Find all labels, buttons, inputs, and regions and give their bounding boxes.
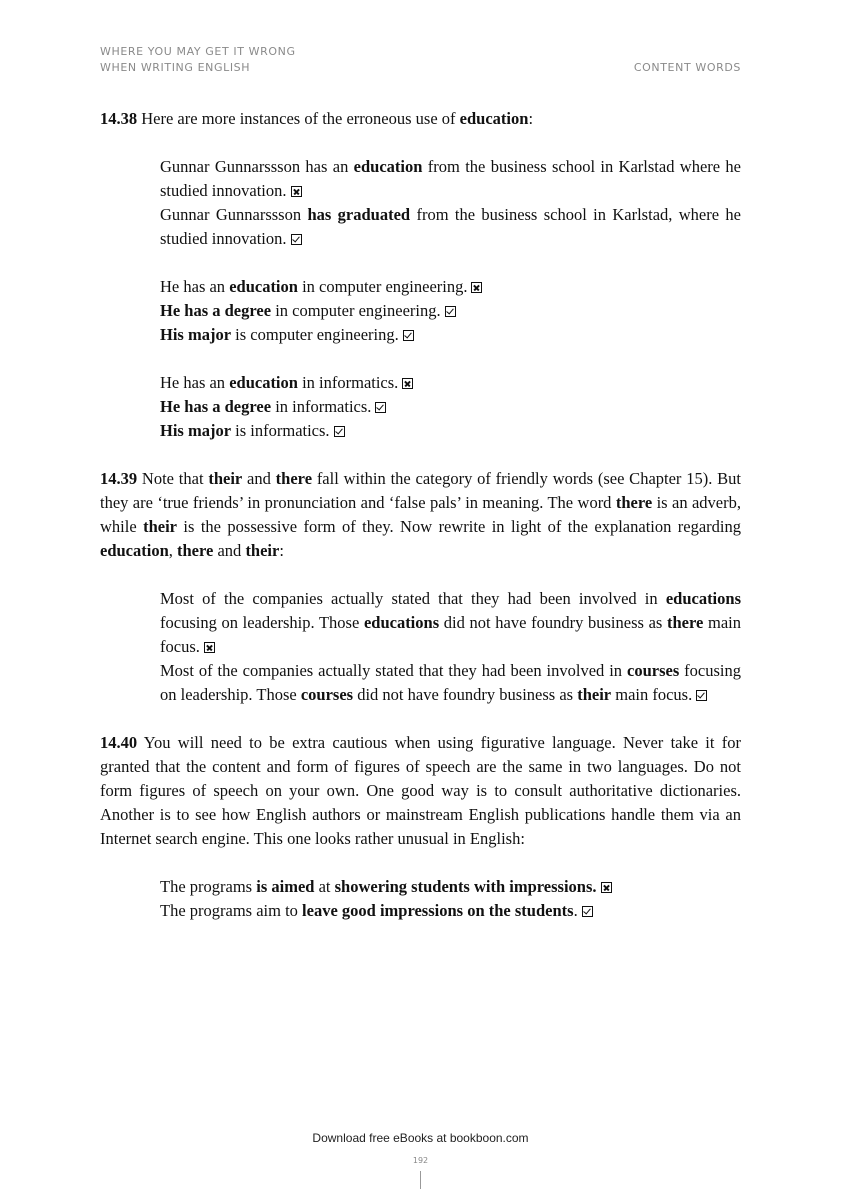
example-correct <box>160 203 741 251</box>
check-box-icon <box>696 690 707 701</box>
example-correct <box>160 899 741 923</box>
bold-term: educations <box>665 589 741 608</box>
text: in computer engineering. <box>271 301 441 320</box>
example-correct <box>160 323 741 347</box>
running-header-left <box>100 44 296 76</box>
text: Here are more instances of the erroneous use of <box>137 109 460 128</box>
text: : <box>528 109 534 128</box>
bold-term: He has a degree <box>160 397 272 416</box>
text: did not have foundry business as <box>353 685 578 704</box>
text: He has an <box>160 277 230 296</box>
bold-term: educations <box>363 613 440 632</box>
header-title-line1: WHERE YOU MAY GET IT WRONG <box>100 45 296 58</box>
section-14-39 <box>100 467 741 563</box>
example-correct <box>160 299 741 323</box>
bold-term: there <box>275 469 313 488</box>
bold-term: showering students with impressions. <box>334 877 597 896</box>
example-correct <box>160 395 741 419</box>
bold-term: courses <box>627 661 680 680</box>
bold-term: education <box>459 109 529 128</box>
text: is informatics. <box>231 421 330 440</box>
bold-term: their <box>577 685 612 704</box>
check-box-icon <box>334 426 345 437</box>
x-box-icon <box>291 186 302 197</box>
text: focusing on leadership. Those <box>160 613 364 632</box>
section-14-38-intro <box>100 107 741 131</box>
bold-term: their <box>245 541 280 560</box>
example-wrong <box>160 371 741 395</box>
bold-term: leave good impressions on the students <box>302 901 574 920</box>
text: did not have foundry business as <box>439 613 667 632</box>
text: is the possessive form of they. Now rewrite in light of the explanation regarding <box>177 517 741 536</box>
section-number: 14.38 <box>100 109 138 128</box>
text: The programs aim to <box>160 901 303 920</box>
x-box-icon <box>402 378 413 389</box>
text: He has an <box>160 373 230 392</box>
bold-term: He has a degree <box>160 301 272 320</box>
bold-term: education <box>229 277 298 296</box>
bold-term: their <box>143 517 177 536</box>
bold-term: His major <box>160 325 232 344</box>
bold-term: has graduated <box>307 205 411 224</box>
example-wrong <box>160 875 741 899</box>
bold-term: there <box>667 613 704 632</box>
page-body <box>100 107 741 923</box>
text: focusing on leadership. Those <box>160 661 742 704</box>
bold-term: is aimed <box>256 877 315 896</box>
text: and <box>213 541 246 560</box>
text: main focus. <box>160 613 741 656</box>
text: and <box>242 469 276 488</box>
text: in computer engineering. <box>297 277 468 296</box>
x-box-icon <box>471 282 482 293</box>
x-box-icon <box>204 642 215 653</box>
bold-term: education <box>229 373 298 392</box>
text: . <box>573 901 578 920</box>
section-number: 14.39 <box>100 469 138 488</box>
bold-term: education <box>353 157 423 176</box>
text: in informatics. <box>297 373 399 392</box>
text: You will need to be extra cautious when using figurative language. Never take it for granted that the content and form of figures of speech are the same in two languages. Do not form figures of speech on your own. One good way is to consult authoritative dictionaries. Another is to see how English authors or mainstream English publications handle them via an Internet search engine. This one looks rather unusual in English: <box>100 733 741 848</box>
footer-link[interactable]: Download free eBooks at bookboon.com <box>312 1131 529 1145</box>
text: The programs <box>160 877 257 896</box>
text: fall within the category of friendly words (see Chapter 15). But they are ‘true friends’ in pronunciation and ‘false pals’ in meaning. The word <box>100 469 741 512</box>
text: Most of the companies actually stated that they had been involved in <box>160 661 627 680</box>
page-number: 192 <box>412 1156 429 1165</box>
text: Gunnar Gunnarssson has an <box>160 157 354 176</box>
text: from the business school in Karlstad where he studied innovation. <box>160 157 741 200</box>
text: main focus. <box>611 685 693 704</box>
example-correct <box>160 659 741 707</box>
check-box-icon <box>445 306 456 317</box>
example-correct <box>160 419 741 443</box>
section-14-40 <box>100 731 741 851</box>
example-wrong <box>160 275 741 299</box>
example-wrong <box>160 155 741 203</box>
running-header-right: CONTENT WORDS <box>633 61 741 74</box>
text: is computer engineering. <box>231 325 399 344</box>
text: from the business school in Karlstad, where he studied innovation. <box>160 205 741 248</box>
x-box-icon <box>601 882 612 893</box>
text: Gunnar Gunnarssson <box>160 205 308 224</box>
check-box-icon <box>403 330 414 341</box>
check-box-icon <box>291 234 302 245</box>
check-box-icon <box>375 402 386 413</box>
text: , <box>168 541 178 560</box>
bold-term: there <box>177 541 214 560</box>
text: in informatics. <box>271 397 372 416</box>
text: is an adverb, while <box>100 493 741 536</box>
example-wrong <box>160 587 741 659</box>
bold-term: there <box>615 493 653 512</box>
text: Most of the companies actually stated that they had been involved in <box>160 589 666 608</box>
check-box-icon <box>582 906 593 917</box>
bold-term: their <box>208 469 243 488</box>
bold-term: courses <box>300 685 354 704</box>
text: Note that <box>137 469 209 488</box>
text: at <box>314 877 335 896</box>
section-number: 14.40 <box>100 733 138 752</box>
bold-term: education <box>100 541 169 560</box>
bold-term: His major <box>160 421 232 440</box>
page-divider-line <box>420 1171 421 1189</box>
text: : <box>279 541 284 560</box>
header-title-line2: WHEN WRITING ENGLISH <box>100 61 251 74</box>
